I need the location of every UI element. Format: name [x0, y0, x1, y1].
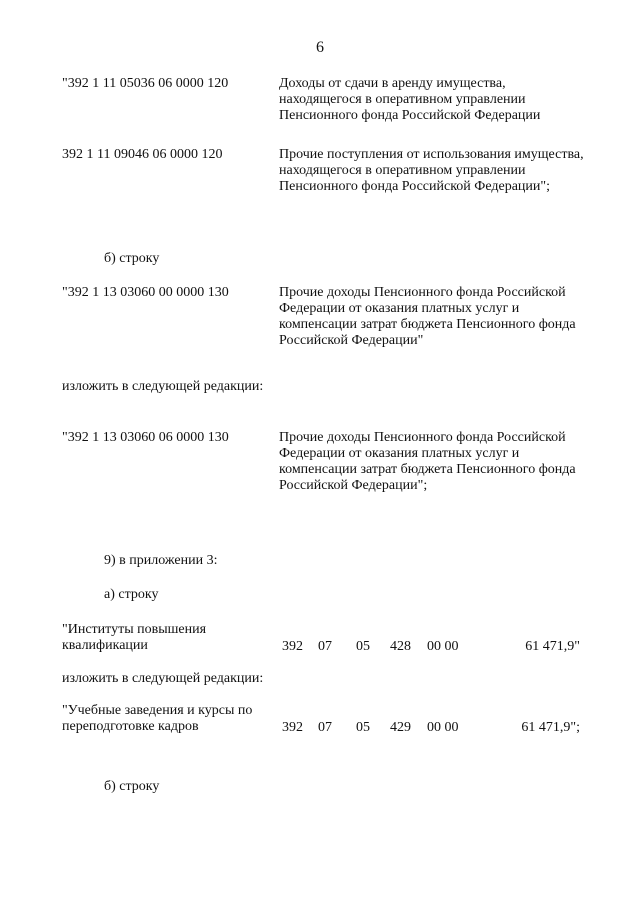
item-a-label: а) строку: [104, 587, 159, 602]
row-description: Доходы от сдачи в аренду имущества, находящегося в оперативном управлении Пенсионного фонда Российской Федерации: [279, 76, 541, 123]
table-cell-code-4: 429: [390, 720, 411, 735]
row-old-code: "392 1 13 03060 00 0000 130: [62, 285, 229, 300]
table-cell-code-2: 07: [318, 720, 332, 735]
item-9-label: 9) в приложении 3:: [104, 553, 218, 568]
replace-instruction: изложить в следующей редакции:: [62, 379, 264, 394]
row-old-description: Прочие доходы Пенсионного фонда Российской Федерации от оказания платных услуг и компенсации затрат бюджета Пенсионного фонда Российской Федерации": [279, 285, 576, 348]
replace-instruction-2: изложить в следующей редакции:: [62, 671, 264, 686]
item-b-label: б) строку: [104, 251, 160, 266]
row-code: "392 1 11 05036 06 0000 120: [62, 76, 229, 91]
table-cell-code-1: 392: [282, 720, 303, 735]
row-description: Прочие поступления от использования имущества, находящегося в оперативном управлении Пенсионного фонда Российской Федерации";: [279, 147, 584, 194]
row-code: 392 1 11 09046 06 0000 120: [62, 147, 223, 162]
table-cell-code-4: 428: [390, 639, 411, 654]
table-cell-code-5: 00 00: [427, 720, 459, 735]
table-cell-amount: 61 471,9": [525, 639, 580, 654]
table-cell-code-2: 07: [318, 639, 332, 654]
row-new-code: "392 1 13 03060 06 0000 130: [62, 430, 229, 445]
table-cell-code-5: 00 00: [427, 639, 459, 654]
row-new-description: Прочие доходы Пенсионного фонда Российской Федерации от оказания платных услуг и компенсации затрат бюджета Пенсионного фонда Российской Федерации";: [279, 430, 576, 493]
table-cell-code-1: 392: [282, 639, 303, 654]
table-cell-name: "Учебные заведения и курсы по переподготовке кадров: [62, 703, 253, 734]
table-cell-code-3: 05: [356, 639, 370, 654]
table-cell-name: "Институты повышения квалификации: [62, 622, 207, 653]
item-b2-label: б) строку: [104, 779, 160, 794]
table-cell-amount: 61 471,9";: [521, 720, 580, 735]
table-cell-code-3: 05: [356, 720, 370, 735]
page-number: 6: [316, 39, 324, 56]
